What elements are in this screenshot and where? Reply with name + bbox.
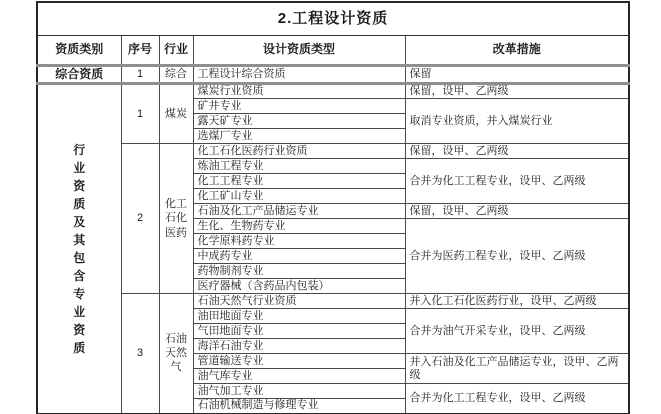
serial-cell: 2: [121, 144, 159, 294]
qualification-type-cell: 生化、生物药专业: [193, 219, 405, 234]
reform-measure-cell: 保留，设甲、乙两级: [405, 144, 629, 159]
table-row: [37, 294, 629, 309]
qualification-type-cell: 化工石化医药行业资质: [193, 144, 405, 159]
table-body: [37, 66, 629, 414]
industry-cell: 煤炭: [159, 84, 193, 144]
reform-measure-cell: 保留，设甲、乙两级: [405, 84, 629, 99]
qualification-type-cell: 选煤厂专业: [193, 129, 405, 144]
column-header-category: 资质类别: [37, 36, 121, 66]
industry-cell: 化工石化医药: [159, 144, 193, 294]
qualification-type-cell: 石油天然气行业资质: [193, 294, 405, 309]
reform-measure-cell: 并入化工石化医药行业，设甲、乙两级: [405, 294, 629, 309]
table-row: [37, 66, 629, 84]
qualification-type-cell: 医疗器械（含药品内包装）: [193, 279, 405, 294]
column-header-type: 设计资质类型: [193, 36, 405, 66]
table-title: 2.工程设计资质: [37, 2, 629, 36]
serial-cell: 3: [121, 294, 159, 414]
table-title-row: [37, 2, 629, 36]
qualification-type-cell: 气田地面专业: [193, 324, 405, 339]
qualification-type-cell: 药物制剂专业: [193, 264, 405, 279]
reform-measure-cell: 合并为医药工程专业，设甲、乙两级: [405, 219, 629, 294]
qualification-type-cell: 油田地面专业: [193, 309, 405, 324]
industry-cell: 石油天然气: [159, 294, 193, 414]
column-header-serial: 序号: [121, 36, 159, 66]
reform-measure-cell: 保留: [405, 66, 629, 84]
qualification-type-cell: 露天矿专业: [193, 114, 405, 129]
reform-measure-cell: 合并为油气开采专业，设甲、乙两级: [405, 309, 629, 354]
reform-measure-cell: 并入石油及化工产品储运专业，设甲、乙两级: [405, 354, 629, 384]
column-header-industry: 行业: [159, 36, 193, 66]
table-header-row: [37, 36, 629, 66]
qualification-type-cell: 管道输送专业: [193, 354, 405, 369]
qualification-type-cell: 石油机械制造与修理专业: [193, 399, 405, 414]
qualification-type-cell: 化工矿山专业: [193, 189, 405, 204]
serial-cell: 1: [121, 66, 159, 84]
reform-measure-cell: 合并为化工工程专业，设甲、乙两级: [405, 384, 629, 414]
category-vertical-cell: [37, 84, 121, 414]
qualification-type-cell: 石油及化工产品储运专业: [193, 204, 405, 219]
reform-measure-cell: 保留，设甲、乙两级: [405, 204, 629, 219]
table-row: [37, 84, 629, 99]
qualification-type-cell: 工程设计综合资质: [193, 66, 405, 84]
reform-measure-cell: 合并为化工工程专业，设甲、乙两级: [405, 159, 629, 204]
qualification-table: [36, 1, 630, 414]
category-cell: 综合资质: [37, 66, 121, 84]
category-vertical-text: 行业资质及其包含专业资质: [73, 142, 86, 355]
qualification-type-cell: 矿井专业: [193, 99, 405, 114]
table-row: [37, 144, 629, 159]
qualification-type-cell: 中成药专业: [193, 249, 405, 264]
qualification-type-cell: 海洋石油专业: [193, 339, 405, 354]
reform-measure-cell: 取消专业资质，并入煤炭行业: [405, 99, 629, 144]
qualification-type-cell: 煤炭行业资质: [193, 84, 405, 99]
column-header-measure: 改革措施: [405, 36, 629, 66]
qualification-type-cell: 化工工程专业: [193, 174, 405, 189]
serial-cell: 1: [121, 84, 159, 144]
qualification-type-cell: 化学原料药专业: [193, 234, 405, 249]
qualification-type-cell: 油气库专业: [193, 369, 405, 384]
industry-cell: 综合: [159, 66, 193, 84]
qualification-type-cell: 油气加工专业: [193, 384, 405, 399]
qualification-type-cell: 炼油工程专业: [193, 159, 405, 174]
